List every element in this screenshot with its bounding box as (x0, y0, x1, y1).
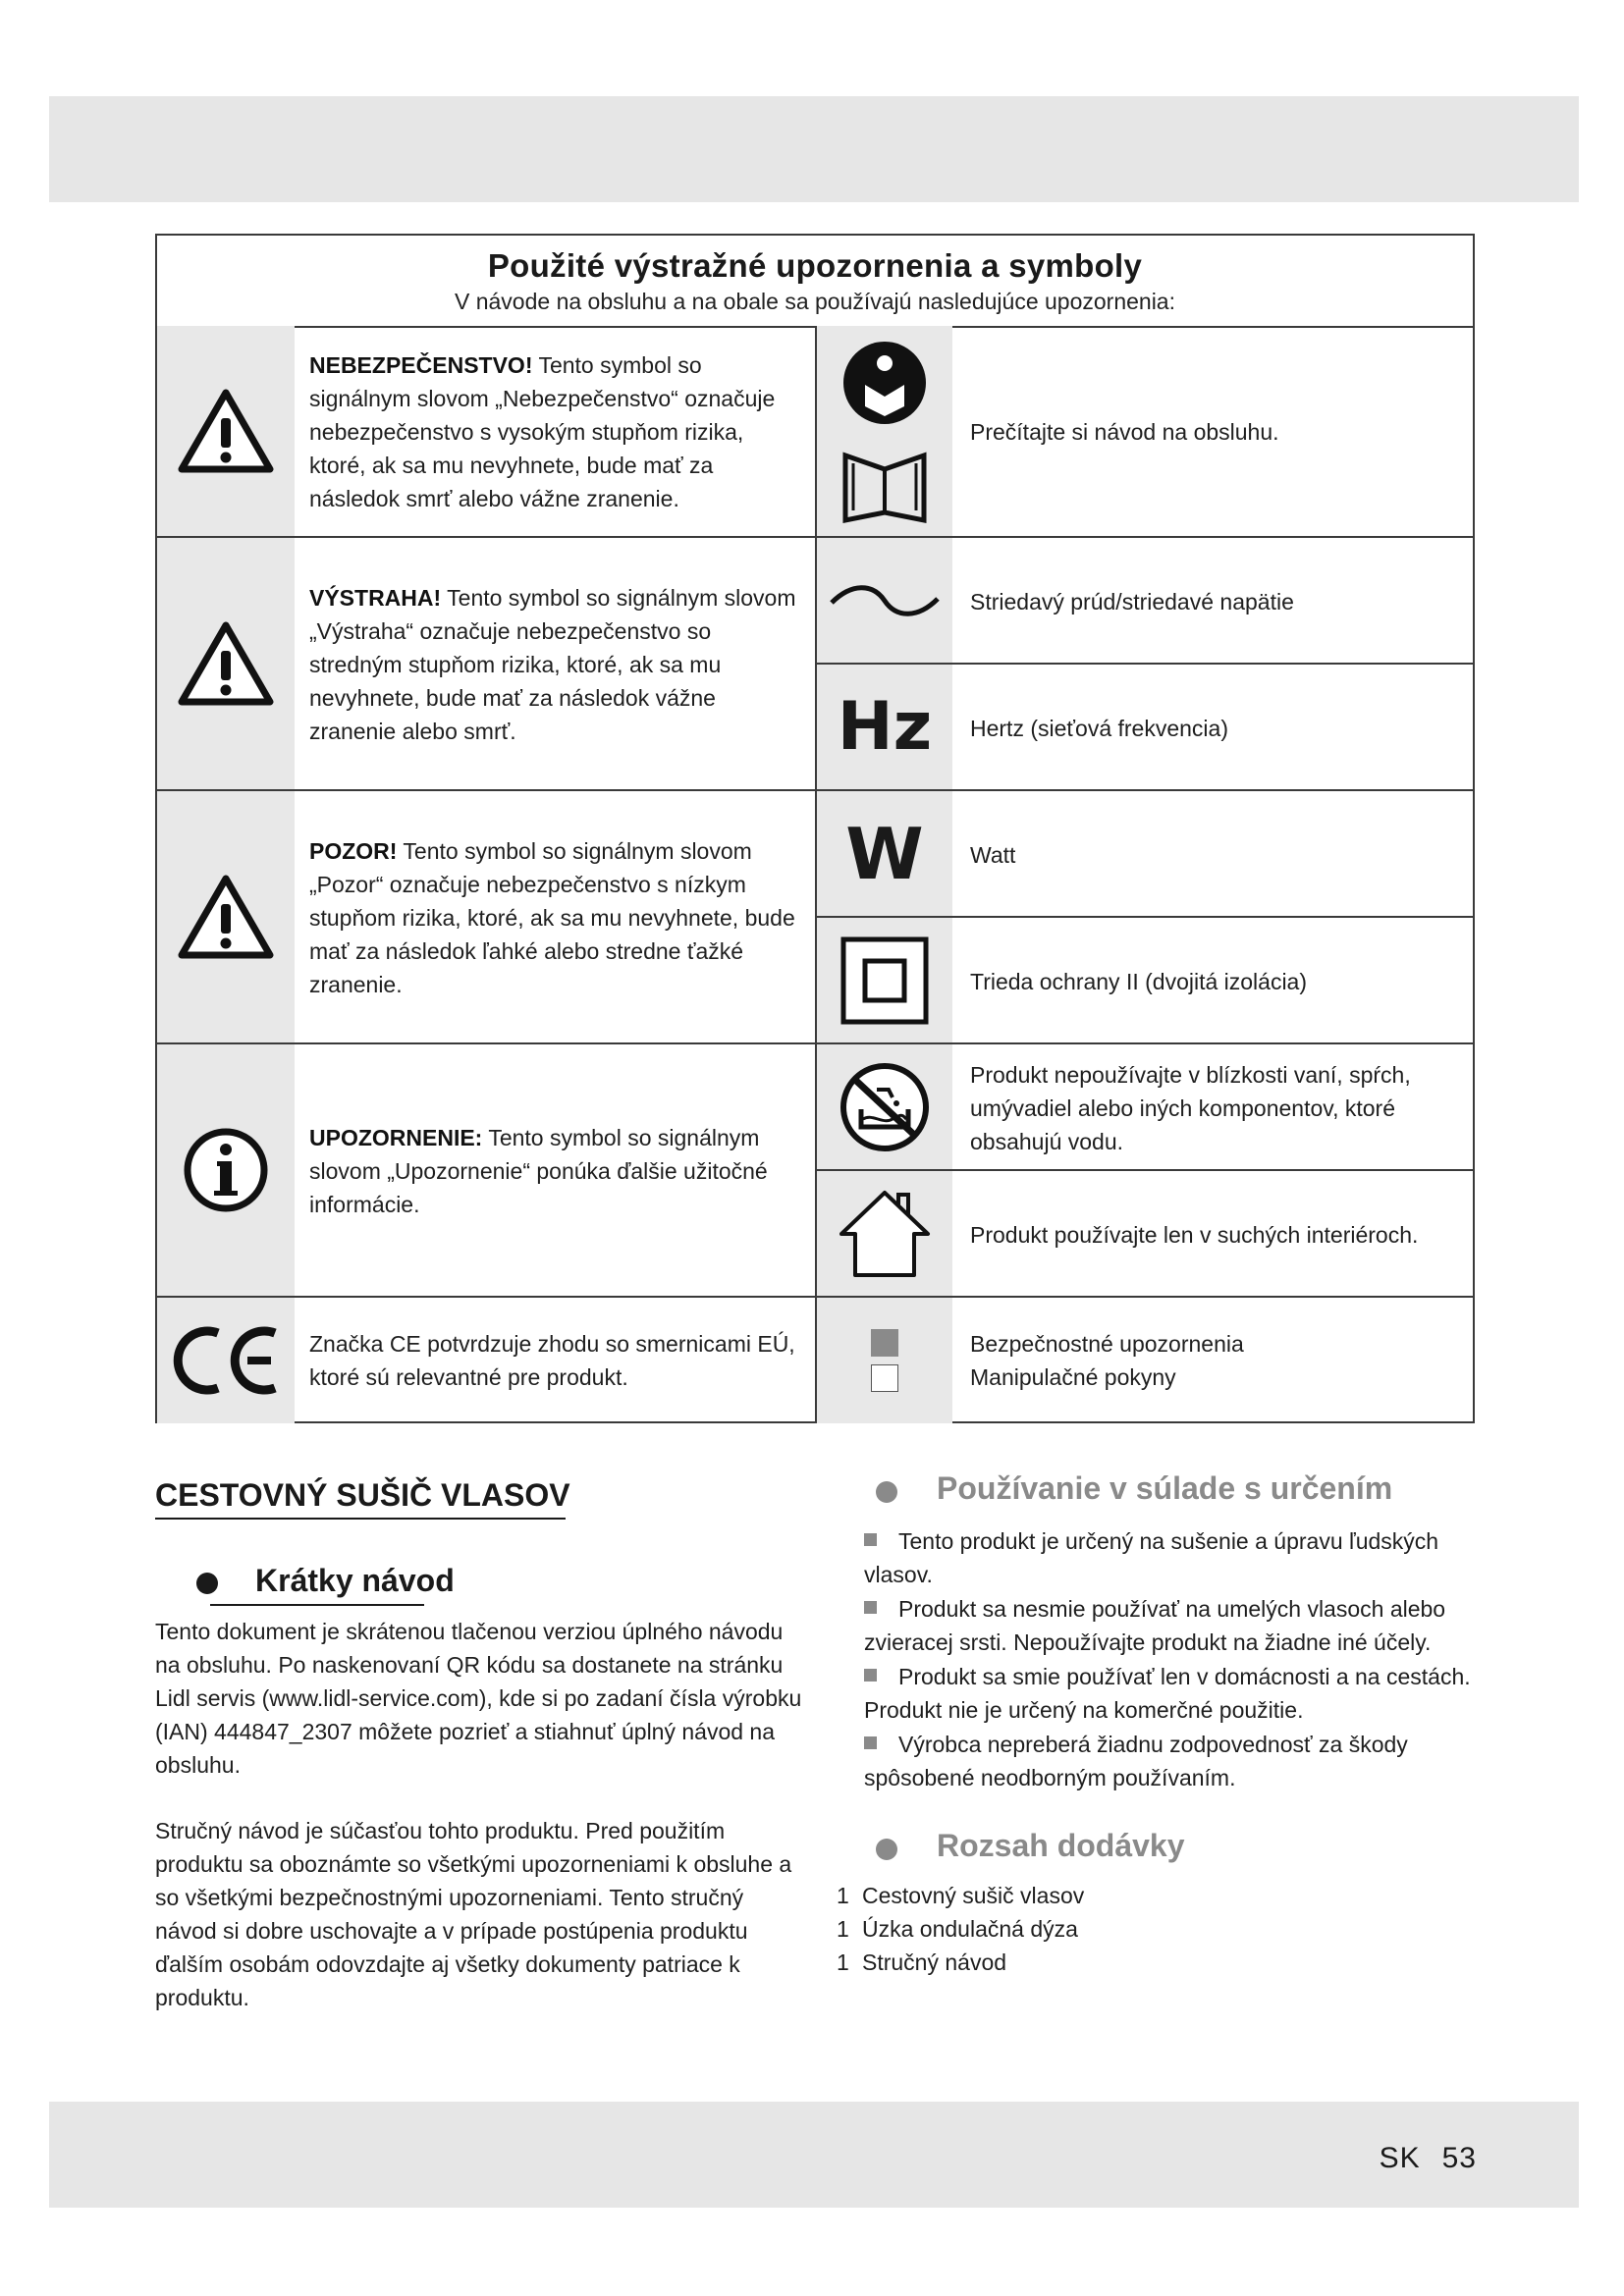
warning-triangle-icon (157, 791, 295, 1042)
supply-heading: Rozsah dodávky (937, 1828, 1185, 1863)
bullet-dot-icon (196, 1573, 218, 1594)
table-row (157, 538, 815, 791)
description: Značka CE potvrdzuje zhodu so smernicami EÚ, ktoré sú relevantné pre produkt. (309, 1331, 795, 1390)
table-title: Použité výstražné upozornenia a symboly (487, 247, 1143, 284)
bullet-dot-icon (876, 1481, 897, 1503)
legend-safety: Bezpečnostné upozornenia (970, 1331, 1244, 1357)
square-bullet-icon (864, 1533, 877, 1546)
table-row (157, 791, 815, 1044)
watt-icon (817, 791, 952, 916)
keyword: VÝSTRAHA! (309, 585, 442, 611)
intended-use-heading: Používanie v súlade s určením (937, 1470, 1393, 1506)
legend-handling: Manipulačné pokyny (970, 1364, 1176, 1390)
table-row (817, 1044, 1473, 1171)
warning-triangle-icon (157, 538, 295, 789)
description: Produkt používajte len v suchých interiéroch. (970, 1221, 1419, 1248)
language-code: SK (1379, 2142, 1421, 2174)
table-header (157, 236, 1473, 328)
header-band (49, 96, 1579, 202)
indoor-house-icon (817, 1171, 952, 1296)
no-water-icon (817, 1044, 952, 1169)
ce-mark-icon (157, 1298, 295, 1423)
list-item: 1 Stručný návod (837, 1949, 1007, 1975)
hertz-symbol: Hz (837, 688, 933, 766)
safety-square-icon (871, 1329, 898, 1357)
table-row (817, 1298, 1473, 1423)
description: Tento symbol so signálnym slovom „Pozor“ označuje nebezpečenstvo s nízkym stupňom rizika, ktoré, ak sa mu nevyhnete, bude mať za následok ľahké alebo stredne ťažké zranenie. (309, 838, 795, 997)
square-bullet-icon (864, 1601, 877, 1614)
description: Tento symbol so signálnym slovom „Upozornenie“ ponúka ďalšie užitočné informácie. (309, 1125, 768, 1217)
description: Tento symbol so signálnym slovom „Nebezpečenstvo“ označuje nebezpečenstvo s vysokým stupňom rizika, ktoré, ak sa mu nevyhnete, bude mať za následok smrť alebo vážne zranenie. (309, 352, 776, 511)
heading-underline (155, 1518, 566, 1520)
table-row (157, 1298, 815, 1423)
table-row (817, 791, 1473, 918)
description: Hertz (sieťová frekvencia) (970, 715, 1228, 741)
list-item: Výrobca nepreberá žiadnu zodpovednosť za škody spôsobené neodborným používaním. (864, 1732, 1408, 1790)
page-number: 53 (1441, 2142, 1477, 2174)
keyword: POZOR! (309, 838, 398, 864)
list-item: 1 Úzka ondulačná dýza (837, 1916, 1078, 1942)
short-guide-heading: Krátky návod (255, 1563, 455, 1598)
hertz-icon (817, 665, 952, 789)
info-icon (157, 1044, 295, 1296)
handling-square-icon (871, 1364, 898, 1392)
table-row (817, 1171, 1473, 1298)
table-row (817, 538, 1473, 665)
read-manual-icon (817, 326, 952, 536)
product-heading: CESTOVNÝ SUŠIČ VLASOV (155, 1477, 570, 1513)
subheading-underline (210, 1604, 424, 1606)
protection-class-2-icon (817, 918, 952, 1042)
bullet-dot-icon (876, 1839, 897, 1860)
list-item: Produkt sa smie používať len v domácnosti a na cestách. Produkt nie je určený na komerčné použitie. (864, 1664, 1471, 1723)
guide-paragraph: Stručný návod je súčasťou tohto produktu. Pred použitím produktu sa oboznámte so všetkými upozorneniami k obsluhe a so všetkými bezpečnostnými upozorneniami. Tento stručný návod si dobre uschovajte a v prípade postúpenia produktu ďalším osobám odovzdajte aj všetky dokumenty patriace k produktu. (155, 1818, 792, 2010)
keyword: NEBEZPEČENSTVO! (309, 352, 533, 378)
table-row (817, 326, 1473, 538)
list-item: 1 Cestovný sušič vlasov (837, 1883, 1085, 1908)
table-row (157, 326, 815, 538)
description: Tento symbol so signálnym slovom „Výstraha“ označuje nebezpečenstvo so stredným stupňom rizika, ktoré, ak sa mu nevyhnete, bude mať za následok vážne zranenie alebo smrť. (309, 585, 796, 744)
table-row (817, 665, 1473, 791)
intro-paragraph: Tento dokument je skrátenou tlačenou verziou úplného návodu na obsluhu. Po naskenovaní QR kódu sa dostanete na stránku Lidl servis (www.lidl-service.com), kde si po zadaní čísla výrobku (IAN) 444847_2307 môžete pozrieť a stiahnuť úplný návod na obsluhu. (155, 1619, 802, 1778)
alternating-current-icon (817, 538, 952, 663)
warning-triangle-icon (157, 326, 295, 536)
square-bullet-icon (864, 1736, 877, 1749)
description: Produkt nepoužívajte v blízkosti vaní, spŕch, umývadiel alebo iných komponentov, ktoré obsahujú vodu. (970, 1061, 1411, 1154)
list-item: Produkt sa nesmie používať na umelých vlasoch alebo zvieracej srsti. Nepoužívajte produkt na žiadne iné účely. (864, 1596, 1446, 1655)
table-row (157, 1044, 815, 1298)
legend-squares-icon (817, 1298, 952, 1423)
description: Prečítajte si návod na obsluhu. (970, 419, 1279, 445)
symbols-table (155, 234, 1475, 1423)
page-footer (1380, 2142, 1477, 2175)
watt-symbol: W (845, 812, 924, 895)
description: Watt (970, 841, 1016, 868)
description: Trieda ochrany II (dvojitá izolácia) (970, 968, 1308, 994)
keyword: UPOZORNENIE: (309, 1125, 483, 1150)
table-subtitle: V návode na obsluhu a na obale sa používajú nasledujúce upozornenia: (454, 289, 1175, 314)
square-bullet-icon (864, 1669, 877, 1682)
footer-band (49, 2102, 1579, 2208)
table-row (817, 918, 1473, 1044)
description: Striedavý prúd/striedavé napätie (970, 588, 1294, 614)
list-item: Tento produkt je určený na sušenie a úpravu ľudských vlasov. (864, 1528, 1439, 1587)
